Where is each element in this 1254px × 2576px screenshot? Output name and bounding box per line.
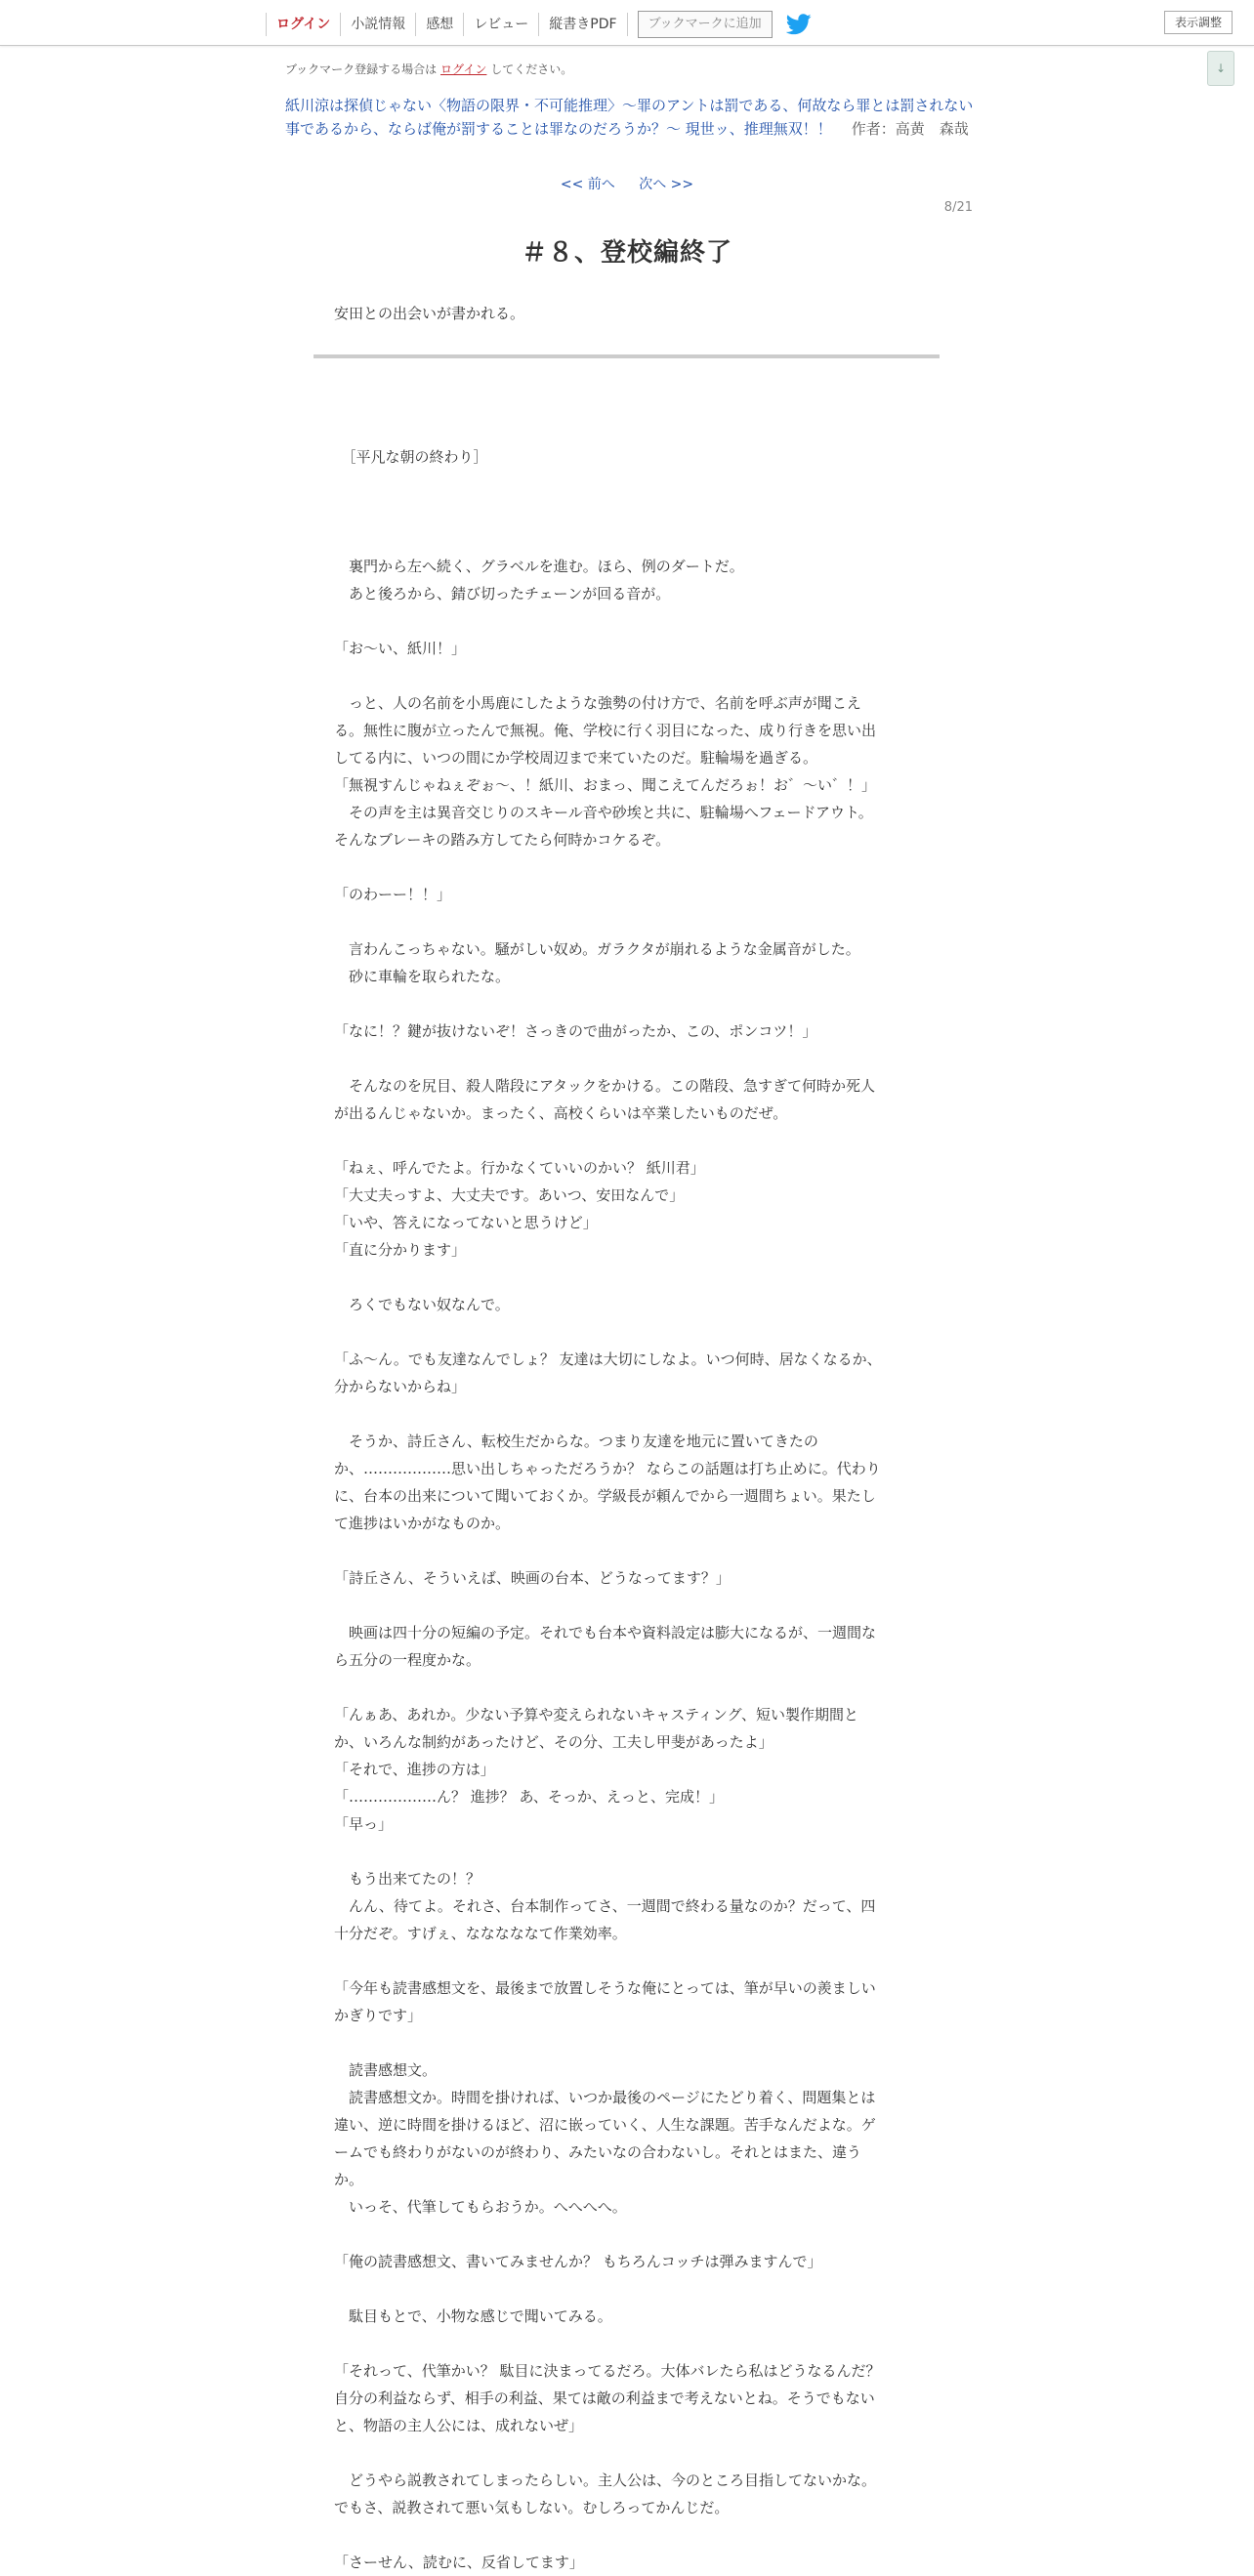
bookmark-login-notice bbox=[285, 61, 572, 77]
body-line: か、いろんな制約があったけど、その分、工夫し甲斐があったよ」 bbox=[334, 1733, 773, 1751]
body-line: ろくでもない奴なんで。 bbox=[334, 1296, 510, 1313]
body-line bbox=[334, 1537, 920, 1564]
body-line: 「お～い、紙川！」 bbox=[334, 640, 467, 657]
body-line: 違い、逆に時間を掛けるほど、沼に嵌っていく、人生な課題。苦手なんだよな。ゲ bbox=[334, 2116, 876, 2134]
body-line bbox=[334, 498, 920, 525]
preface-divider bbox=[314, 354, 940, 358]
body-line: 言わんこっちゃない。騒がしい奴め。ガラクタが崩れるような金属音がした。 bbox=[334, 940, 860, 958]
body-line: かぎりです」 bbox=[334, 2007, 423, 2024]
body-line bbox=[334, 2029, 920, 2057]
body-line: ［平凡な朝の終わり］ bbox=[334, 448, 488, 466]
body-line bbox=[334, 1127, 920, 1154]
body-line: 「さーせん、読むに、反省してます」 bbox=[334, 2554, 584, 2571]
body-line bbox=[334, 1674, 920, 1701]
body-line: 映画は四十分の短編の予定。それでも台本や資料設定は膨大になるが、一週間な bbox=[334, 1624, 877, 1641]
nav-vertical-pdf-link[interactable]: 縦書きPDF bbox=[538, 13, 627, 36]
body-line bbox=[334, 607, 920, 635]
display-settings-button[interactable]: 表示調整 bbox=[1164, 11, 1233, 34]
body-line: 「無視すんじゃねぇぞぉ～、！紙川、おまっ、聞こえてんだろぉ！お゛～い゛！」 bbox=[334, 776, 877, 794]
twitter-icon[interactable] bbox=[786, 14, 812, 35]
body-line: その声を主は異音交じりのスキール音や砂埃と共に、駐輪場へフェードアウト。 bbox=[334, 804, 873, 821]
novel-title-block bbox=[285, 94, 977, 141]
nav-review-link[interactable]: レビュー bbox=[463, 13, 538, 36]
nav-novel-info-link[interactable]: 小説情報 bbox=[340, 13, 415, 36]
body-line: っと、人の名前を小馬鹿にしたような強勢の付け方で、名前を呼ぶ声が聞こえ bbox=[334, 694, 861, 712]
body-line: どうやら説教されてしまったらしい。主人公は、今のところ目指してないかな。 bbox=[334, 2472, 877, 2489]
body-line: いっそ、代筆してもらおうか。へへへへ。 bbox=[334, 2198, 627, 2216]
body-line: もう出来てたの！？ bbox=[334, 1870, 481, 1888]
body-line: んん、待てよ。それさ、台本制作ってさ、一週間で終わる量なのか？だって、四 bbox=[334, 1897, 876, 1915]
body-line bbox=[334, 662, 920, 689]
body-line: ームでも終わりがないのが終わり、みたいなの合わないし。それとはまた、違う bbox=[334, 2143, 862, 2161]
header-nav bbox=[266, 12, 812, 37]
body-line bbox=[334, 2275, 920, 2303]
body-line: 「それって、代筆かい？ 駄目に決まってるだろ。大体バレたら私はどうなるんだ？ bbox=[334, 2362, 881, 2380]
body-line: でもさ、説教されて悪い気もしない。むしろってかんじだ。 bbox=[334, 2499, 730, 2516]
body-line: 裏門から左へ続く、グラベルを進む。ほら、例のダートだ。 bbox=[334, 558, 744, 575]
body-line bbox=[334, 908, 920, 935]
chapter-pager bbox=[0, 174, 1254, 193]
body-line bbox=[334, 1592, 920, 1619]
body-line: 「直に分かります」 bbox=[334, 1241, 467, 1259]
body-line: 「んぁあ、あれか。少ない予算や変えられないキャスティング、短い製作期間と bbox=[334, 1706, 859, 1724]
novel-author: 作者：高黄 森哉 bbox=[851, 120, 969, 138]
novel-title-link[interactable]: 紙川涼は探偵じゃない〈物語の限界・不可能推理〉～罪のアントは罰である、何故なら罪とは罰されない事であるから、ならば俺が罰することは罪なのだろうか？～ 現世ッ、推理無双！！ bbox=[285, 97, 974, 138]
prev-chapter-link[interactable]: << 前へ bbox=[560, 177, 615, 192]
body-line: 「………………ん？ 進捗？ あ、そっか、えっと、完成！」 bbox=[334, 1788, 724, 1806]
body-line: そうか、詩丘さん、転校生だからな。つまり友達を地元に置いてきたの bbox=[334, 1433, 818, 1450]
body-line: 砂に車輪を取られたな。 bbox=[334, 968, 511, 985]
body-line bbox=[334, 853, 920, 881]
body-line bbox=[334, 1947, 920, 1974]
body-line: してる内に、いつの間にか学校周辺まで来ていたのだ。駐輪場を過ぎる。 bbox=[334, 749, 818, 767]
body-line: 「ふ～ん。でも友達なんでしょ？ 友達は大切にしなよ。いつ何時、居なくなるか、 bbox=[334, 1350, 882, 1368]
chapter-body bbox=[334, 416, 920, 2576]
notice-login-link[interactable]: ログイン bbox=[440, 62, 487, 76]
notice-prefix: ブックマーク登録する場合は bbox=[285, 62, 438, 76]
body-line bbox=[334, 1045, 920, 1072]
notice-suffix: してください。 bbox=[490, 62, 573, 76]
body-line bbox=[334, 416, 920, 443]
body-line bbox=[334, 1264, 920, 1291]
body-line: 「今年も読書感想文を、最後まで放置しそうな俺にとっては、筆が早いの羨ましい bbox=[334, 1979, 876, 1997]
chapter-preface: 安田との出会いが書かれる。 bbox=[334, 305, 525, 322]
body-line: 読書感想文。 bbox=[334, 2061, 438, 2079]
body-line: 「それで、進捗の方は」 bbox=[334, 1761, 495, 1778]
body-line: 「いや、答えになってないと思うけど」 bbox=[334, 1214, 598, 1231]
body-line bbox=[334, 2221, 920, 2248]
body-line: と、物語の主人公には、成れないぜ」 bbox=[334, 2417, 584, 2434]
scroll-down-tab[interactable]: ↓ bbox=[1207, 51, 1234, 86]
body-line: に、台本の出来について聞いておくか。学級長が頼んでから一週間ちょい。果たし bbox=[334, 1487, 876, 1505]
body-line bbox=[334, 525, 920, 553]
next-chapter-link[interactable]: 次へ >> bbox=[639, 177, 694, 192]
body-line bbox=[334, 990, 920, 1018]
top-header bbox=[0, 0, 1254, 46]
body-line: 「詩丘さん、そういえば、映画の台本、どうなってます？」 bbox=[334, 1569, 731, 1587]
body-line: 「大丈夫っすよ、大丈夫です。あいつ、安田なんで」 bbox=[334, 1186, 685, 1204]
body-line: 十分だぞ。すげぇ、なななななて作業効率。 bbox=[334, 1925, 627, 1942]
body-line: そんなのを尻目、殺人階段にアタックをかける。この階段、急すぎて何時か死人 bbox=[334, 1077, 875, 1095]
body-line bbox=[334, 471, 920, 498]
body-line: 駄目もとで、小物な感じで聞いてみる。 bbox=[334, 2307, 612, 2325]
body-line: 「早っ」 bbox=[334, 1815, 394, 1833]
body-line: あと後ろから、錆び切ったチェーンが回る音が。 bbox=[334, 585, 671, 602]
body-line: か。 bbox=[334, 2171, 364, 2188]
body-line: 自分の利益ならず、相手の利益、果ては敵の利益まで考えないとね。そうでもない bbox=[334, 2389, 875, 2407]
body-line: ら五分の一程度かな。 bbox=[334, 1651, 481, 1669]
body-line: 「のわーー！！」 bbox=[334, 886, 452, 903]
body-line: か、………………思い出しちゃっただろうか？ ならこの話題は打ち止めに。代わり bbox=[334, 1460, 881, 1477]
body-line: る。無性に腹が立ったんで無視。俺、学校に行く羽目になった、成り行きを思い出 bbox=[334, 722, 877, 739]
page-number: 8/21 bbox=[943, 200, 973, 215]
body-line bbox=[334, 2330, 920, 2357]
body-line bbox=[334, 1400, 920, 1428]
body-line bbox=[334, 1838, 920, 1865]
chapter-title: ＃８、登校編終了 bbox=[521, 238, 732, 268]
body-line: 「俺の読書感想文、書いてみませんか？ もちろんコッチは弾みますんで」 bbox=[334, 2253, 822, 2270]
add-bookmark-button[interactable]: ブックマークに追加 bbox=[638, 11, 773, 38]
body-line: 「ねぇ、呼んでたよ。行かなくていいのかい？ 紙川君」 bbox=[334, 1159, 705, 1177]
body-line: 読書感想文か。時間を掛ければ、いつか最後のページにたどり着く、問題集とは bbox=[334, 2089, 876, 2106]
body-line bbox=[334, 2521, 920, 2549]
body-line: が出るんじゃないか。まったく、高校くらいは卒業したいものだぜ。 bbox=[334, 1104, 788, 1122]
body-line: 「なに！？鍵が抜けないぞ！さっきので曲がったか、この、ポンコツ！」 bbox=[334, 1022, 817, 1040]
body-line bbox=[334, 1318, 920, 1346]
nav-login-link[interactable]: ログイン bbox=[266, 13, 340, 36]
nav-impressions-link[interactable]: 感想 bbox=[415, 13, 463, 36]
body-line: 分からないからね」 bbox=[334, 1378, 467, 1395]
body-line bbox=[334, 2439, 920, 2467]
body-line: て進捗はいかがなものか。 bbox=[334, 1515, 511, 1532]
body-line: そんなブレーキの踏み方してたら何時かコケるぞ。 bbox=[334, 831, 671, 849]
